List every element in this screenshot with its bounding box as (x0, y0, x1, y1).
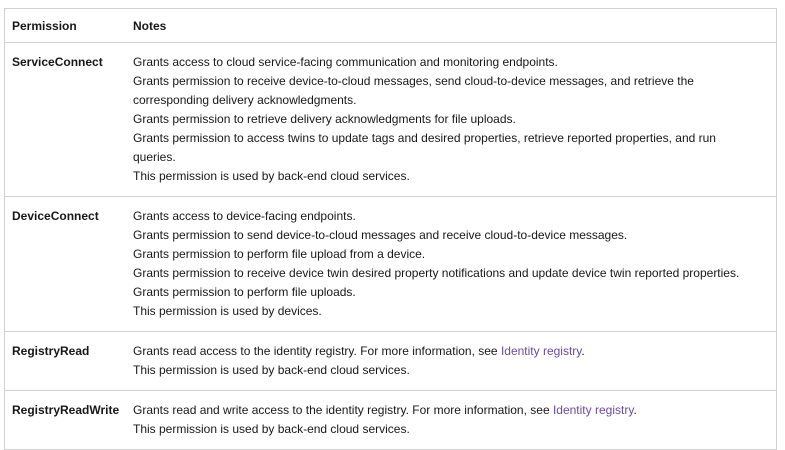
table-row (5, 391, 776, 450)
notes-line (133, 401, 756, 420)
permission-name: RegistryReadWrite (12, 403, 120, 417)
notes-text: . (581, 344, 585, 358)
notes-line: Grants access to device-facing endpoints. (133, 209, 356, 223)
notes-line (133, 342, 756, 361)
table-header-row (5, 9, 776, 43)
notes-line: Grants permission to perform file uploads. (133, 285, 356, 299)
column-header-notes: Notes (126, 9, 776, 43)
permission-notes (126, 332, 776, 391)
notes-line: Grants permission to receive device-to-cloud messages, send cloud-to-device messages, and retrieve the corresponding delivery acknowledgments. (133, 74, 694, 107)
notes-text: Grants read and write access to the identity registry. For more information, see (133, 403, 553, 417)
table-row (5, 43, 776, 197)
permission-name: ServiceConnect (5, 43, 126, 197)
notes-text: Grants read access to the identity registry. For more information, see (133, 344, 501, 358)
notes-line: Grants permission to send device-to-cloud messages and receive cloud-to-device messages. (133, 228, 628, 242)
notes-line: This permission is used by back-end cloud services. (133, 422, 410, 436)
permission-notes (126, 197, 776, 332)
permission-notes (126, 43, 776, 197)
permissions-table (5, 9, 776, 449)
permission-name: RegistryRead (5, 332, 126, 391)
table-row (5, 197, 776, 332)
column-header-permission: Permission (5, 9, 126, 43)
permission-notes (126, 391, 776, 450)
identity-registry-link[interactable]: Identity registry (500, 344, 582, 358)
notes-line: This permission is used by back-end cloud services. (133, 363, 410, 377)
notes-line: Grants permission to perform file upload from a device. (133, 247, 426, 261)
notes-text: . (633, 403, 637, 417)
identity-registry-link[interactable]: Identity registry (552, 403, 634, 417)
permissions-table-container (4, 8, 777, 450)
notes-line: This permission is used by devices. (133, 304, 322, 318)
permission-name: DeviceConnect (5, 197, 126, 332)
table-row (5, 332, 776, 391)
notes-line: Grants permission to access twins to update tags and desired properties, retrieve reported properties, and run queries. (133, 131, 716, 164)
notes-line: Grants permission to retrieve delivery acknowledgments for file uploads. (133, 112, 516, 126)
notes-line: Grants access to cloud service-facing communication and monitoring endpoints. (133, 55, 558, 69)
notes-line: Grants permission to receive device twin desired property notifications and update device twin reported properties. (133, 266, 740, 280)
notes-line: This permission is used by back-end cloud services. (133, 169, 410, 183)
